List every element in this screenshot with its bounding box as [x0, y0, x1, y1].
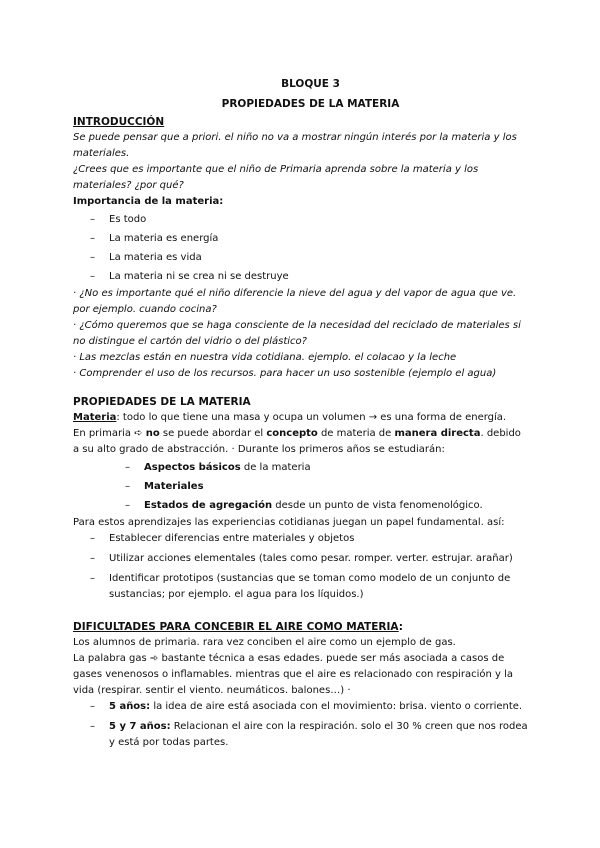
study-list: [73, 458, 528, 515]
list-item: – La materia es vida: [73, 248, 528, 267]
ages-list: [73, 699, 528, 751]
intro-paragraph-1: Se puede pensar que a priori. el niño no va a mostrar ningún interés por la materia y los materiales.: [73, 132, 517, 159]
item-text: de la materia: [240, 462, 311, 473]
list-item: [73, 719, 528, 751]
experiences-paragraph: Para estos aprendizajes las experiencias cotidianas juegan un papel fundamental. así:: [73, 517, 505, 528]
document-title: [73, 74, 528, 114]
air-paragraph-1: Los alumnos de primaria. rara vez conciben el aire como un ejemplo de gas.: [73, 637, 456, 648]
air-heading-colon: :: [398, 621, 403, 633]
intro-heading: INTRODUCCIÓN: [73, 116, 165, 128]
primaria-paragraph: [73, 426, 528, 458]
text-run: se puede abordar el: [159, 428, 267, 439]
item-bold: Estados de agregación: [144, 500, 273, 511]
item-bold: Materiales: [144, 481, 204, 492]
list-item: – La materia es energía: [73, 229, 528, 248]
materia-definition: [73, 410, 528, 426]
list-item: – Establecer diferencias entre materiales y objetos: [73, 531, 528, 547]
list-item: – La materia ni se crea ni se destruye: [73, 267, 528, 286]
importance-heading: Importancia de la materia:: [73, 196, 224, 207]
question-1: · ¿No es importante qué el niño diferencie la nieve del agua y del vapor de agua que ve. por ejemplo. cuando cocina?: [73, 288, 517, 315]
list-item: – Utilizar acciones elementales (tales como pesar. romper. verter. estrujar. arañar): [73, 551, 528, 567]
text-run: En primaria ➪: [73, 428, 146, 439]
text-bold: no: [145, 428, 160, 439]
list-item: [73, 699, 528, 715]
item-bold: Aspectos básicos: [144, 462, 241, 473]
air-heading: [73, 619, 528, 635]
text-run: de materia de: [317, 428, 395, 439]
text-bold: manera directa: [394, 428, 481, 439]
item-text: la idea de aire está asociada con el movimiento: brisa. viento o corriente.: [150, 701, 523, 712]
question-2: · ¿Cómo queremos que se haga consciente de la necesidad del reciclado de materiales si no distingue el cartón del vidrio o del plástico?: [73, 320, 521, 347]
air-heading-text: DIFICULTADES PARA CONCEBIR EL AIRE COMO MATERIA: [73, 621, 399, 633]
item-text: desde un punto de vista fenomenológico.: [272, 500, 483, 511]
item-bold: 5 y 7 años:: [109, 721, 171, 732]
list-item: – Identificar prototipos (sustancias que se toman como modelo de un conjunto de sustancias; por ejemplo. el agua para los líquidos.): [73, 571, 528, 603]
list-item: [73, 496, 528, 515]
list-item: – Es todo: [73, 210, 528, 229]
list-item: [73, 477, 528, 496]
materia-text: : todo lo que tiene una masa y ocupa un volumen → es una forma de energía.: [116, 412, 507, 423]
list-item: [73, 458, 528, 477]
properties-heading: PROPIEDADES DE LA MATERIA: [73, 396, 251, 408]
title-line-2: PROPIEDADES DE LA MATERIA: [221, 98, 400, 110]
question-4: · Comprender el uso de los recursos. para hacer un uso sostenible (ejemplo el agua): [73, 368, 497, 379]
item-text: Relacionan el aire con la respiración. solo el 30 % creen que nos rodea y está por todas partes.: [109, 721, 528, 748]
air-paragraph-2: La palabra gas ➾ bastante técnica a esas edades. puede ser más asociada a casos de gases venenosos o inflamables. mientras que el aire es relacionado con respiración y la vida (respirar. sentir el viento. neumáticos. balones…) ·: [73, 653, 513, 696]
experiences-list: [73, 531, 528, 603]
importance-list: [73, 210, 528, 286]
question-3: · Las mezclas están en nuestra vida cotidiana. ejemplo. el colacao y la leche: [73, 352, 457, 363]
text-bold: concepto: [266, 428, 318, 439]
item-bold: 5 años:: [109, 701, 151, 712]
title-line-1: BLOQUE 3: [281, 78, 340, 90]
materia-label: Materia: [73, 412, 117, 423]
intro-paragraph-2: ¿Crees que es importante que el niño de Primaria aprenda sobre la materia y los materiales? ¿por qué?: [73, 164, 479, 191]
text-run: . debido a su alto grado de abstracción. · Durante los primeros años se estudiarán:: [73, 428, 521, 455]
